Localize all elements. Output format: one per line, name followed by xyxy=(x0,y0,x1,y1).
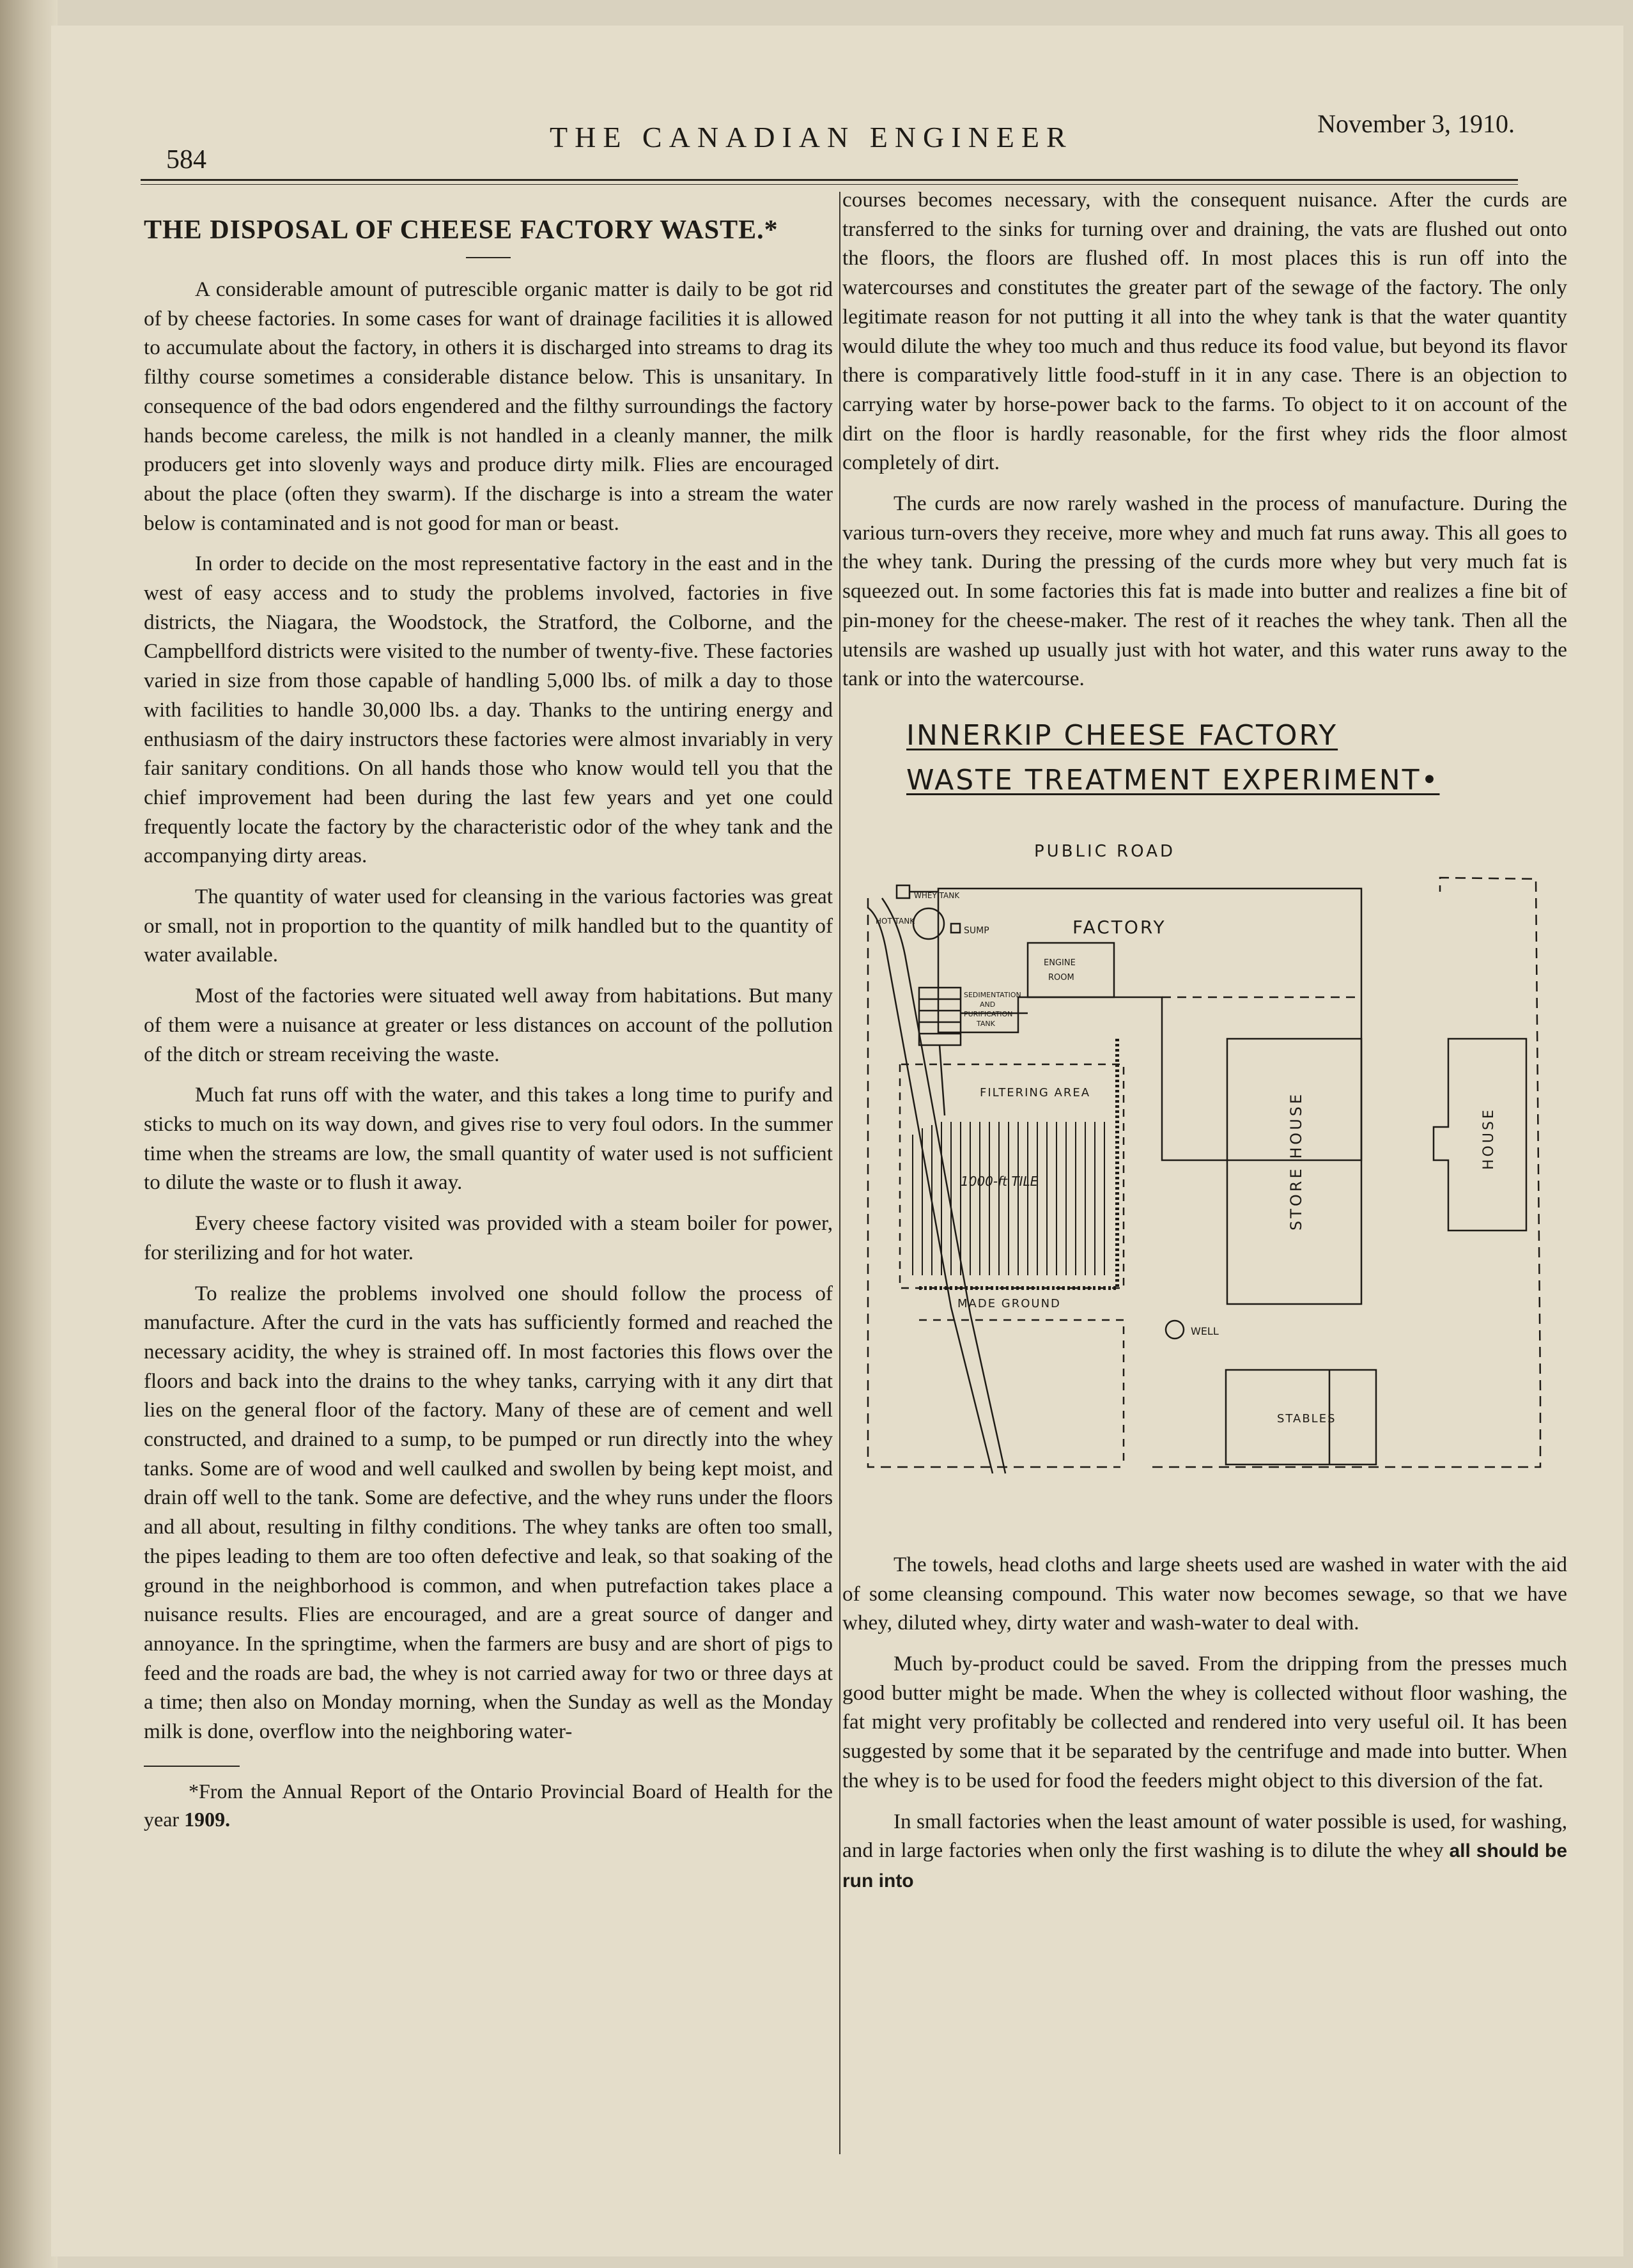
figure-title-line-2: WASTE TREATMENT EXPERIMENT• xyxy=(906,763,1440,796)
filter-tile-lines xyxy=(913,1122,1104,1275)
header-rule-thin xyxy=(141,184,1518,185)
footnote-text: *From the Annual Report of the Ontario Provincial Board of Health for the year xyxy=(144,1779,833,1831)
house-building xyxy=(1434,1039,1526,1231)
site-plan-figure xyxy=(842,713,1567,1531)
last-paragraph-bold: all should be run into xyxy=(842,1840,1568,1891)
sedimentation-tank xyxy=(919,988,961,1045)
column-divider xyxy=(839,192,840,2154)
title-rule xyxy=(466,257,511,258)
engine-room xyxy=(1028,943,1114,997)
label-house: HOUSE xyxy=(1481,1107,1497,1170)
label-hot-tank: HOT TANK xyxy=(876,916,915,926)
whey-tank xyxy=(913,908,944,939)
label-sedimentation: SEDIMENTATION xyxy=(964,990,1021,999)
paragraph: The quantity of water used for cleansing in the various factories was great or small, not in proportion to the quantity of milk handled but to the quantity of water available. xyxy=(144,885,833,967)
label-filtering-area: FILTERING AREA xyxy=(980,1085,1091,1099)
label-whey-tank-top: WHEY TANK xyxy=(914,890,960,900)
label-purification: PURIFICATION xyxy=(964,1009,1013,1018)
label-stables: STABLES xyxy=(1277,1411,1336,1425)
book-spine xyxy=(0,0,58,2268)
paragraph: Most of the factories were situated well away from habitations. But many of them were a nuisance at greater or less distances on account of the pollution of the ditch or stream receiving the waste. xyxy=(144,984,833,1066)
header-rule xyxy=(141,179,1518,181)
journal-title: THE CANADIAN ENGINEER xyxy=(550,121,1073,153)
diagram-labels xyxy=(876,842,1497,1425)
paragraph: To realize the problems involved one should follow the process of manufacture. After the curd in the vats has sufficiently formed and reached the necessary acidity, the whey is strained off. In most factories this flows over the floors and back into the drains to the whey tanks, carrying with it any dirt that lies on the general floor of the factory. Many of these are of cement and well constructed, and drained to a sump, to be pumped or run directly into the whey tanks. Some are of wood and well caulked and swollen by being kept moist, and drain off well to the tank. Some are defective, and the whey runs under the floors and all about, resulting in filthy conditions. The whey tanks are often too small, the pipes leading to them are too often defective and leak, so that soaking of the ground in the neighborhood is common, and when putrefaction takes place a nuisance results. Flies are encouraged, and are a great source of danger and annoyance. In the springtime, when the farmers are busy and are short of pigs to feed and the roads are bad, the whey is not carried away for two or three days at a time; then also on Monday morning, when the Sunday as well as the Monday milk is done, overflow into the neighboring water- xyxy=(144,1281,833,1744)
issue-date: November 3, 1910. xyxy=(1317,109,1515,138)
figure-title-line-1: INNERKIP CHEESE FACTORY xyxy=(906,718,1338,752)
footnote-year: 1909. xyxy=(184,1807,231,1831)
label-tank: TANK xyxy=(977,1019,995,1028)
paragraph: Every cheese factory visited was provided with a steam boiler for power, for sterilizing and for hot water. xyxy=(144,1211,833,1264)
label-sump: SUMP xyxy=(964,925,989,936)
label-store-house: STORE HOUSE xyxy=(1287,1091,1305,1231)
label-and: AND xyxy=(980,1000,996,1009)
label-tile: 1000-ft TILE xyxy=(961,1173,1039,1189)
paragraph: A considerable amount of putrescible organic matter is daily to be got rid of by cheese factories. In some cases for want of drainage facilities it is allowed to accumulate about the factory, in others it is discharged into streams to drag its filthy course sometimes a considerable distance below. This is unsanitary. In consequence of the bad odors engendered and the filthy surroundings the factory hands become careless, the milk is not handled in a cleanly manner, the milk producers get into slovenly ways and produce dirty milk. Flies are encouraged about the place (often they swarm). If the discharge is into a stream the water below is contaminated and is not good for man or beast. xyxy=(144,277,833,535)
paragraph: The curds are now rarely washed in the process of manufacture. During the various turn-overs they receive, more whey and much fat runs away. This all goes to the whey tank. During the pressing of the curds more whey but very much fat is squeezed out. In some factories this fat is made into butter and realizes a fine bit of pin-money for the cheese-maker. The rest of it reaches the whey tank. Then all the utensils are washed up usually just with hot water, and this water runs away to the tank or into the watercourse. xyxy=(842,492,1567,691)
label-well: WELL xyxy=(1191,1324,1219,1337)
paragraph: The towels, head cloths and large sheets used are washed in water with the aid of some cleansing compound. This water now becomes sewage, so that we have whey, diluted whey, dirty water and wash-water to deal with. xyxy=(842,1552,1567,1635)
made-ground-boundary xyxy=(919,1320,1124,1467)
well xyxy=(1166,1321,1184,1339)
paragraph: Much fat runs off with the water, and this takes a long time to purify and sticks to much on its way down, and gives rise to very foul odors. In the summer time when the streams are low, the small quantity of water used is not sufficient to dilute the waste or to flush it away. xyxy=(144,1083,833,1195)
label-room: ROOM xyxy=(1048,972,1074,983)
label-factory: FACTORY xyxy=(1072,916,1166,938)
hot-tank xyxy=(897,885,909,898)
article-title: THE DISPOSAL OF CHEESE FACTORY WASTE.* xyxy=(144,215,778,245)
label-made-ground: MADE GROUND xyxy=(957,1296,1061,1310)
paragraph: courses becomes necessary, with the consequent nuisance. After the curds are transferred to the sinks for turning over and draining, the vats are flushed out onto the floors, the floors are flushed off. In most places this is run off into the watercourses and constitutes the greater part of the sewage of the factory. The only legitimate reason for not putting it all into the whey tank is that the water quantity would dilute the whey too much and thus reduce its food value, but beyond its flavor there is comparatively little food-stuff in it in any case. There is an objection to carrying water by horse-power back to the farms. To object to it on account of the dirt on the floor is hardly reasonable, for the first whey rids the floor almost completely of dirt. xyxy=(842,188,1567,475)
page-number: 584 xyxy=(166,145,206,175)
site-plan-diagram xyxy=(842,828,1567,1531)
footnote-rule xyxy=(144,1766,240,1767)
left-column xyxy=(144,192,833,2148)
label-engine: ENGINE xyxy=(1044,958,1076,968)
footnote xyxy=(144,1777,833,1833)
paragraph: In order to decide on the most representative factory in the east and in the west of easy access and to study the problems involved, factories in five districts, the Niagara, the Woodstock, the Stratford, the Colborne, and the Campbellford districts were visited to the number of twenty-five. These factories varied in size from those capable of handling 5,000 lbs. of milk a day to those with facilities to handle 30,000 lbs. a day. Thanks to the untiring energy and enthusiasm of the dairy instructors these factories were almost invariably in very fair sanitary conditions. On all hands those who know would tell you that the chief improvement had been during the last few years and yet one could frequently locate the factory by the characteristic odor of the whey tank and the accompanying dirty areas. xyxy=(144,552,833,868)
paragraph: Much by-product could be saved. From the dripping from the presses much good butter might be made. When the whey is collected without floor washing, the fat might very profitably be collected and rendered into very useful oil. It has been suggested by some that it be separated by the centrifuge and made into butter. When the whey is to be used for food the feeders might object to this diversion of the fat. xyxy=(842,1652,1567,1792)
right-column xyxy=(842,185,1567,2154)
last-paragraph-text: In small factories when the least amount of water possible is used, for washing, and in large factories when only the first washing is to dilute the whey xyxy=(842,1809,1567,1863)
page-header xyxy=(166,102,1515,173)
paragraph-last xyxy=(842,1807,1567,1896)
label-public-road: PUBLIC ROAD xyxy=(1034,841,1175,861)
sump xyxy=(951,924,960,933)
